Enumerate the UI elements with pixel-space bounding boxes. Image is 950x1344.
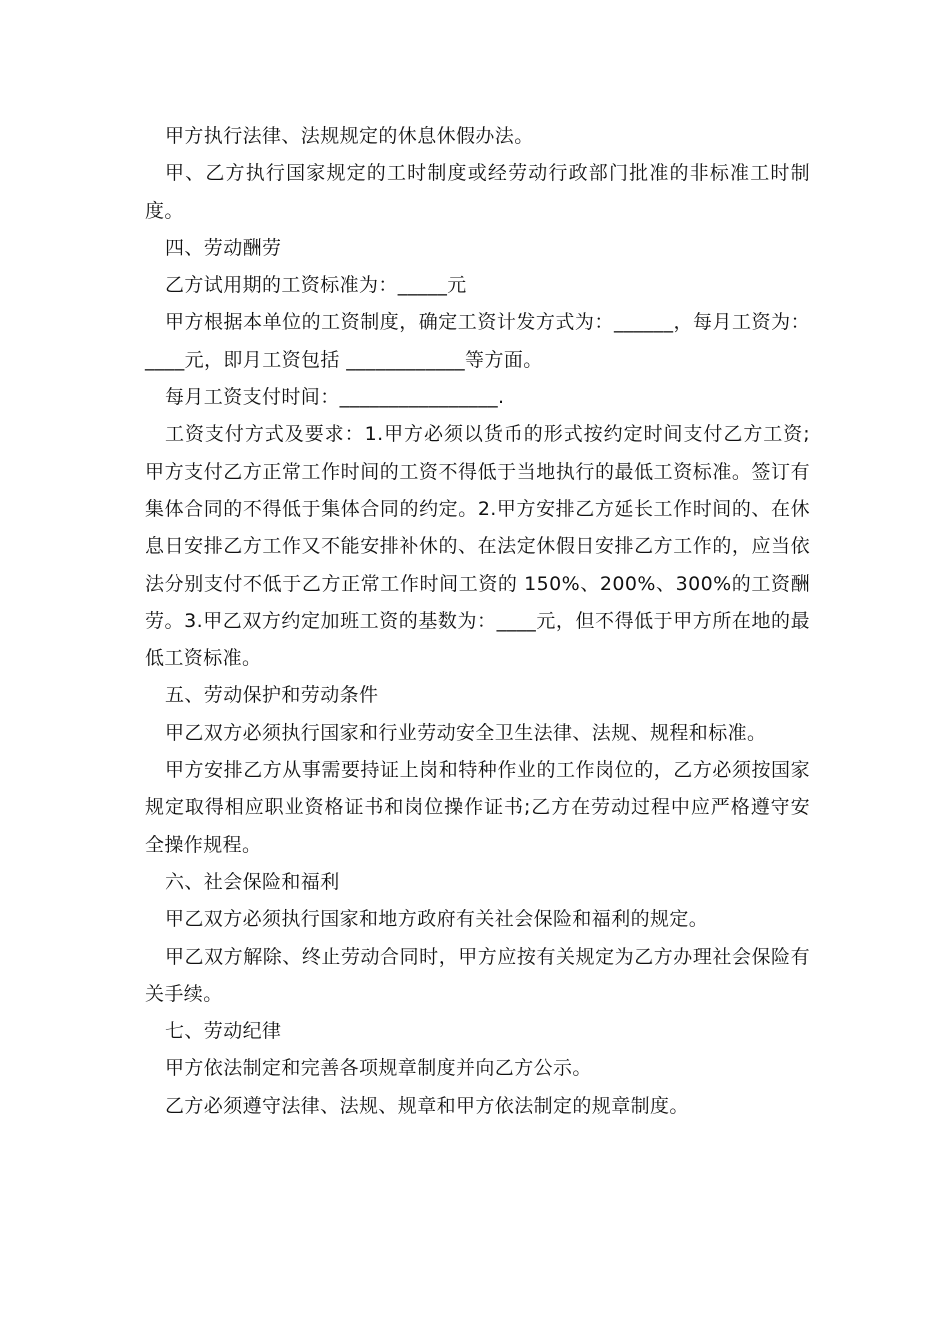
paragraph-wage-method: 甲方根据本单位的工资制度，确定工资计发方式为：______，每月工资为：____元，即月工资包括 ____________等方面。 xyxy=(145,311,810,371)
paragraph-working-hours: 甲、乙方执行国家规定的工时制度或经劳动行政部门批准的非标准工时制度。 xyxy=(145,162,810,222)
paragraph-insurance-rules: 甲乙双方必须执行国家和地方政府有关社会保险和福利的规定。 xyxy=(165,908,709,931)
paragraph-probation-wage: 乙方试用期的工资标准为：_____元 xyxy=(165,274,467,297)
section-heading-discipline: 七、劳动纪律 xyxy=(165,1020,282,1043)
paragraph-insurance-termination: 甲乙双方解除、终止劳动合同时，甲方应按有关规定为乙方办理社会保险有关手续。 xyxy=(145,945,810,1005)
paragraph-payment-requirements: 工资支付方式及要求：1.甲方必须以货币的形式按约定时间支付乙方工资;甲方支付乙方正常工作时间的工资不得低于当地执行的最低工资标准。签订有集体合同的不得低于集体合同的约定。2.甲方安排乙方延长工作时间的、在休息日安排乙方工作又不能安排补休的、在法定休假日安排乙方工作的，应当依法分别支付不低于乙方正常工作时间工资的 150%、200%、300%的工资酬劳。3.甲乙双方约定加班工资的基数为：____元，但不得低于甲方所在地的最低工资标准。 xyxy=(145,423,810,670)
section-heading-remuneration: 四、劳动酬劳 xyxy=(165,236,282,259)
section-heading-labor-protection: 五、劳动保护和劳动条件 xyxy=(165,684,379,707)
paragraph-rest-policy: 甲方执行法律、法规规定的休息休假办法。 xyxy=(165,125,534,147)
section-heading-social-insurance: 六、社会保险和福利 xyxy=(165,870,340,893)
paragraph-safety-standards: 甲乙双方必须执行国家和行业劳动安全卫生法律、法规、规程和标准。 xyxy=(165,721,767,744)
paragraph-rules-publication: 甲方依法制定和完善各项规章制度并向乙方公示。 xyxy=(165,1057,592,1080)
paragraph-payment-time: 每月工资支付时间：________________. xyxy=(165,386,505,409)
paragraph-certification: 甲方安排乙方从事需要持证上岗和特种作业的工作岗位的，乙方必须按国家规定取得相应职业资格证书和岗位操作证书;乙方在劳动过程中应严格遵守安全操作规程。 xyxy=(145,759,810,856)
document-body xyxy=(145,118,810,1125)
paragraph-rules-compliance: 乙方必须遵守法律、法规、规章和甲方依法制定的规章制度。 xyxy=(165,1094,689,1117)
